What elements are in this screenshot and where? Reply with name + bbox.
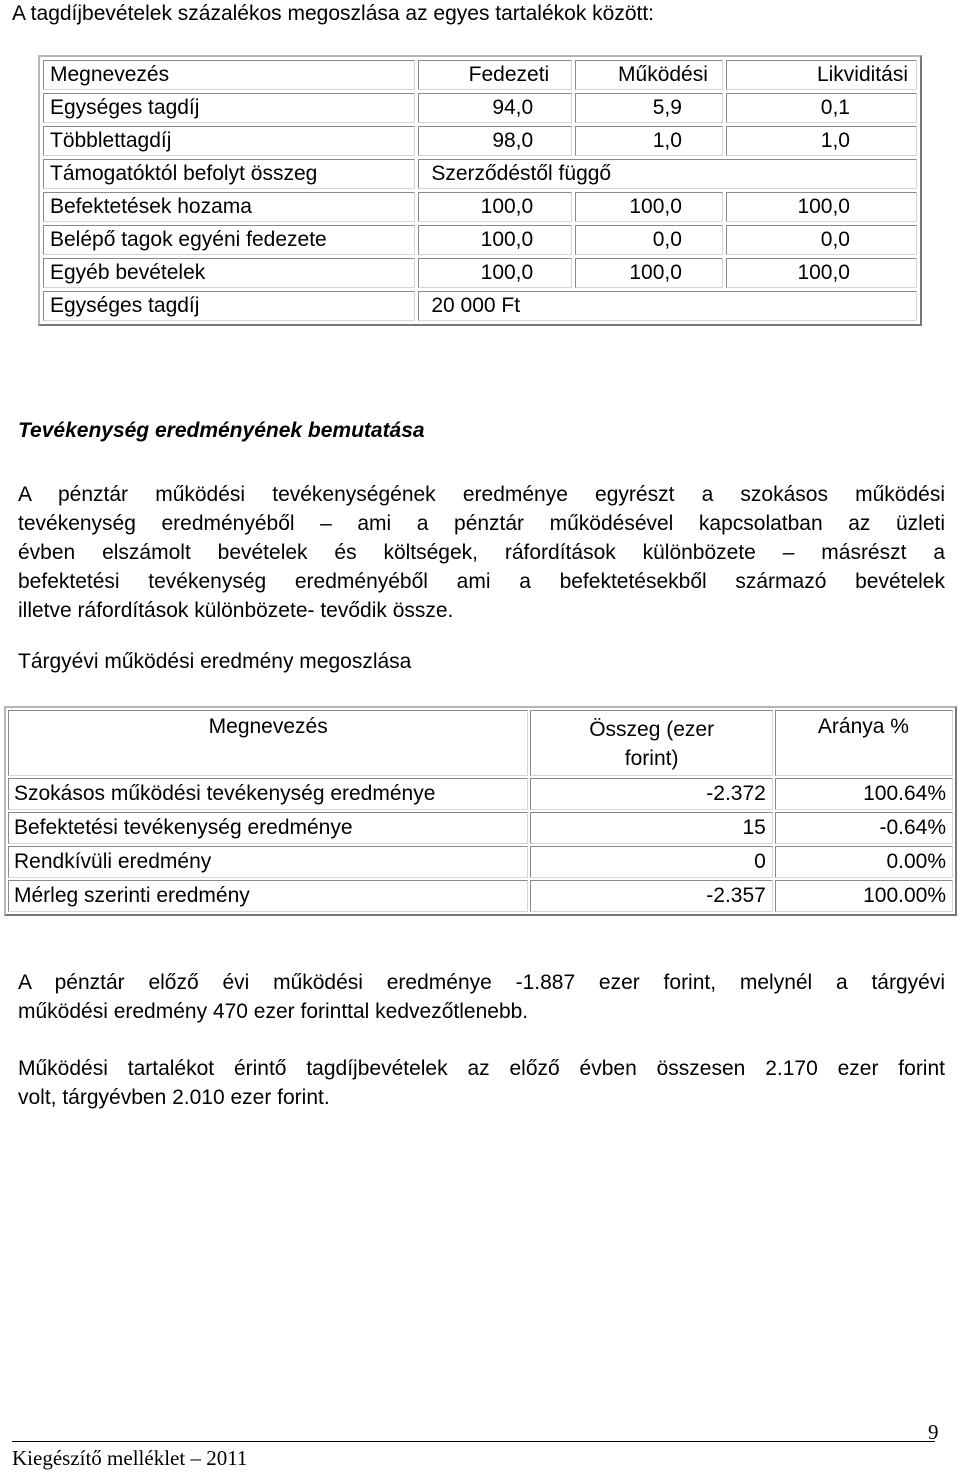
header-name: Megnevezés	[8, 710, 528, 776]
cell-amount: -2.357	[530, 880, 772, 912]
table-row	[8, 880, 953, 912]
paragraph-line: volt, tárgyévben 2.010 ezer forint.	[18, 1086, 330, 1109]
footer-label: Kiegészítő melléklet – 2011	[12, 1446, 248, 1470]
intro-text: A tagdíjbevételek százalékos megoszlása az egyes tartalékok között:	[12, 2, 655, 25]
cell-ratio: 0.00%	[775, 846, 953, 878]
header-likviditasi: Likviditási	[726, 60, 917, 90]
row-label: Egységes tagdíj	[43, 291, 415, 321]
cell-fedezeti: 100,0	[418, 258, 572, 288]
cell-likviditasi: 100,0	[726, 192, 917, 222]
section-heading: Tevékenység eredményének bemutatása	[18, 419, 425, 442]
cell-merged: 20 000 Ft	[418, 291, 917, 321]
paragraph-line: illetve ráfordítások különbözete- tevődik össze.	[18, 599, 454, 622]
row-label: Támogatóktól befolyt összeg	[43, 159, 415, 189]
header-fedezeti: Fedezeti	[418, 60, 572, 90]
table-row	[8, 846, 953, 878]
table-row	[43, 126, 917, 156]
paragraph-line: működési eredmény 470 ezer forinttal kedvezőtlenebb.	[18, 1000, 529, 1023]
row-label: Mérleg szerinti eredmény	[8, 880, 528, 912]
paragraph-line: Működési tartalékot érintő tagdíjbevételek az előző évben összesen 2.170 ezer forint	[18, 1057, 945, 1080]
table-header-row	[43, 60, 917, 90]
cell-fedezeti: 98,0	[418, 126, 572, 156]
operating-result-table	[4, 706, 957, 916]
cell-ratio: 100.00%	[775, 880, 953, 912]
table-row	[8, 812, 953, 844]
table-row	[8, 778, 953, 810]
cell-likviditasi: 0,0	[726, 225, 917, 255]
table-row	[43, 192, 917, 222]
table-row	[43, 258, 917, 288]
row-label: Rendkívüli eredmény	[8, 846, 528, 878]
cell-mukodesi: 5,9	[575, 93, 723, 123]
row-label: Szokásos működési tevékenység eredménye	[8, 778, 528, 810]
row-label: Többlettagdíj	[43, 126, 415, 156]
table-row	[43, 291, 917, 321]
header-mukodesi: Működési	[575, 60, 723, 90]
page-number: 9	[928, 1420, 939, 1444]
cell-mukodesi: 100,0	[575, 258, 723, 288]
table-row	[43, 225, 917, 255]
cell-likviditasi: 100,0	[726, 258, 917, 288]
paragraph-line: tevékenység eredményéből – ami a pénztár működésével kapcsolatban az üzleti	[18, 512, 945, 535]
cell-fedezeti: 100,0	[418, 225, 572, 255]
paragraph-previous-year	[18, 968, 945, 1026]
table-row	[43, 93, 917, 123]
cell-mukodesi: 1,0	[575, 126, 723, 156]
paragraph-line: évben elszámolt bevételek és költségek, ráfordítások különbözete – másrészt a	[18, 541, 945, 564]
cell-amount: -2.372	[530, 778, 772, 810]
cell-fedezeti: 94,0	[418, 93, 572, 123]
row-label: Egyéb bevételek	[43, 258, 415, 288]
paragraph-membership-fees	[18, 1054, 945, 1112]
table-row	[43, 159, 917, 189]
row-label: Befektetési tevékenység eredménye	[8, 812, 528, 844]
subheading: Tárgyévi működési eredmény megoszlása	[18, 650, 412, 673]
cell-mukodesi: 100,0	[575, 192, 723, 222]
paragraph-line: A pénztár működési tevékenységének eredménye egyrészt a szokásos működési	[18, 483, 945, 506]
row-label: Befektetések hozama	[43, 192, 415, 222]
cell-likviditasi: 0,1	[726, 93, 917, 123]
footer-divider	[12, 1441, 935, 1442]
cell-merged: Szerződéstől függő	[418, 159, 917, 189]
cell-amount: 15	[530, 812, 772, 844]
header-ratio: Aránya %	[775, 710, 953, 776]
cell-ratio: 100.64%	[775, 778, 953, 810]
table-header-row	[8, 710, 953, 776]
paragraph-line: befektetési tevékenység eredményéből ami a befektetésekből származó bevételek	[18, 570, 945, 593]
row-label: Belépő tagok egyéni fedezete	[43, 225, 415, 255]
cell-ratio: -0.64%	[775, 812, 953, 844]
header-name: Megnevezés	[43, 60, 415, 90]
paragraph-activity-result	[18, 480, 945, 625]
reserve-distribution-table	[38, 55, 922, 326]
header-amount: Összeg (ezer forint)	[530, 710, 772, 776]
cell-fedezeti: 100,0	[418, 192, 572, 222]
cell-amount: 0	[530, 846, 772, 878]
cell-likviditasi: 1,0	[726, 126, 917, 156]
cell-mukodesi: 0,0	[575, 225, 723, 255]
row-label: Egységes tagdíj	[43, 93, 415, 123]
paragraph-line: A pénztár előző évi működési eredménye -1.887 ezer forint, melynél a tárgyévi	[18, 971, 945, 994]
